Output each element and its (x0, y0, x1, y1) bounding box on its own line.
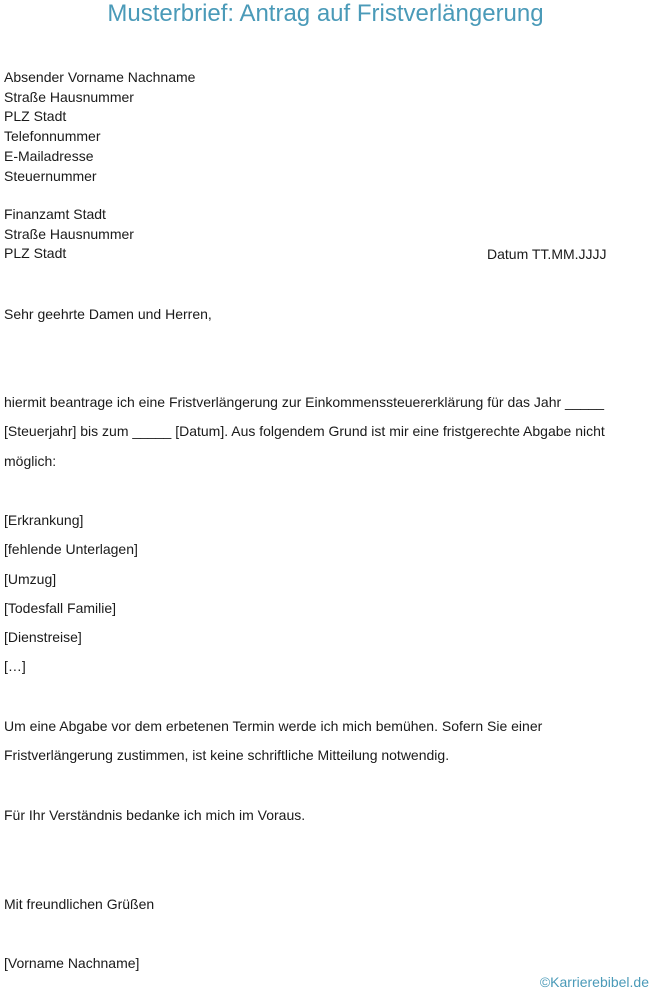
signature-placeholder: [Vorname Nachname] (4, 955, 140, 971)
document-title: Musterbrief: Antrag auf Fristverlängerung (107, 0, 544, 27)
sender-phone: Telefonnummer (4, 128, 101, 145)
reason-item: [Dienstreise] (4, 629, 82, 646)
paragraph-line: hiermit beantrage ich eine Fristverlängerung zur Einkommenssteuererklärung für das Jahr _____ (4, 394, 604, 410)
reasons-list (4, 506, 138, 682)
reason-item: [Umzug] (4, 570, 57, 587)
reason-item: [Todesfall Familie] (4, 599, 117, 616)
reason-item: [fehlende Unterlagen] (4, 541, 138, 558)
copyright-notice: ©Karrierebibel.de (539, 974, 649, 990)
sender-name: Absender Vorname Nachname (4, 69, 196, 85)
recipient-address (4, 205, 134, 264)
letter-date: Datum TT.MM.JJJJ (487, 246, 607, 262)
reason-item: […] (4, 658, 26, 675)
sender-address (4, 68, 195, 186)
closing-line: Mit freundlichen Grüßen (4, 896, 155, 912)
reason-item: [Erkrankung] (4, 512, 84, 528)
sender-city: PLZ Stadt (4, 108, 67, 125)
salutation: Sehr geehrte Damen und Herren, (4, 306, 212, 322)
paragraph-line: Um eine Abgabe vor dem erbetenen Termin werde ich mich bemühen. Sofern Sie einer (4, 718, 543, 734)
recipient-street: Straße Hausnummer (4, 225, 134, 242)
paragraph-effort (4, 712, 649, 771)
recipient-city: PLZ Stadt (4, 245, 67, 262)
sender-tax-number: Steuernummer (4, 167, 97, 184)
paragraph-request (4, 388, 649, 476)
paragraph-line: möglich: (4, 452, 57, 469)
thanks-line: Für Ihr Verständnis bedanke ich mich im Voraus. (4, 807, 306, 823)
paragraph-line: [Steuerjahr] bis zum _____ [Datum]. Aus folgendem Grund ist mir eine fristgerechte Abgabe nicht (4, 423, 605, 440)
sender-email: E-Mailadresse (4, 147, 94, 164)
paragraph-line: Fristverlängerung zustimmen, ist keine schriftliche Mitteilung notwendig. (4, 747, 450, 764)
sender-street: Straße Hausnummer (4, 88, 134, 105)
recipient-name: Finanzamt Stadt (4, 206, 106, 222)
